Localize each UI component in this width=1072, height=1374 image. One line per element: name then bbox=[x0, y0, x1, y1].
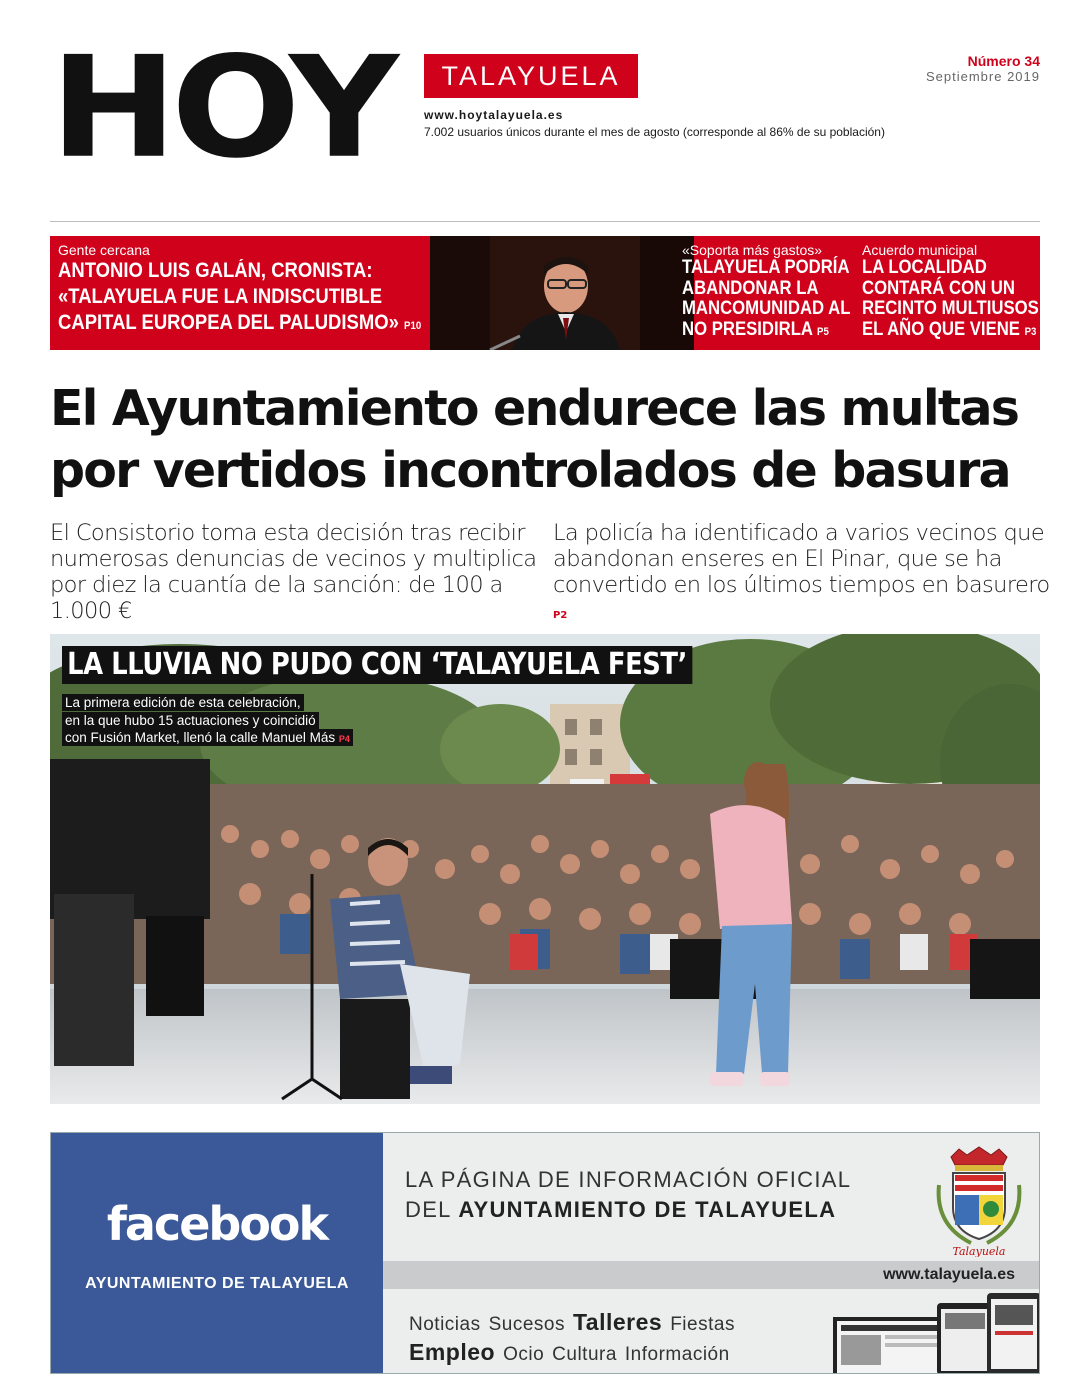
teaser-kicker: Acuerdo municipal bbox=[862, 242, 978, 258]
ad-title: LA PÁGINA DE INFORMACIÓN OFICIAL bbox=[405, 1167, 852, 1192]
teaser-headline: LA LOCALIDAD CONTARÁ CON UN RECINTO MULTIUSOS EL AÑO QUE VIENE P3 bbox=[862, 257, 1039, 340]
ad-topics-row-1: Noticias Sucesos Talleres Fiestas bbox=[409, 1309, 735, 1335]
feature-caption: La primera edición de esta celebración, en la que hubo 15 actuaciones y coincidió con Fusión Market, llenó la calle Manuel Más P4 bbox=[62, 694, 442, 749]
page-reference: P5 bbox=[817, 325, 829, 338]
main-headline[interactable]: El Ayuntamiento endurece las multas por vertidos incontrolados de basura bbox=[50, 380, 1019, 499]
facebook-panel bbox=[51, 1133, 383, 1374]
subhead-right: La policía ha identificado a varios vecinos que abandonan enseres en El Pinar, que se ha convertido en los últimos tiempos en basurero P2 bbox=[553, 520, 1050, 621]
issue-date: Septiembre 2019 bbox=[925, 69, 1040, 84]
teaser-kicker: Gente cercana bbox=[58, 242, 150, 258]
ad-title-second-line: DEL AYUNTAMIENTO DE TALAYUELA bbox=[405, 1197, 837, 1222]
ad-url[interactable]: www.talayuela.es bbox=[883, 1266, 1015, 1283]
teaser-kicker: «Soporta más gastos» bbox=[682, 242, 823, 258]
devices-illustration bbox=[833, 1283, 1040, 1374]
facebook-page-name: AYUNTAMIENTO DE TALAYUELA bbox=[85, 1275, 349, 1292]
ad-topics-row-2: Empleo Ocio Cultura Información bbox=[409, 1339, 730, 1365]
subhead-left: El Consistorio toma esta decisión tras recibir numerosas denuncias de vecinos y multiplica por diez la cuantía de la sanción: de 100 a 1.000 € bbox=[50, 520, 537, 624]
facebook-logo: facebook bbox=[106, 1197, 328, 1251]
facebook-advertisement[interactable] bbox=[50, 1132, 1040, 1374]
crest-label: Talayuela bbox=[952, 1245, 1006, 1257]
teaser-mancomunidad[interactable] bbox=[682, 236, 852, 350]
page-reference: P4 bbox=[338, 734, 350, 744]
teaser-recinto[interactable] bbox=[862, 236, 1040, 350]
edition-label: TALAYUELA bbox=[424, 54, 638, 98]
page-reference: P3 bbox=[1024, 325, 1037, 338]
page-reference: P10 bbox=[404, 320, 422, 332]
page-reference: P2 bbox=[553, 610, 568, 621]
talayuela-crest-icon bbox=[931, 1145, 1027, 1257]
teaser-band bbox=[50, 236, 1040, 350]
masthead-logo: HOY bbox=[50, 26, 394, 189]
site-url[interactable]: www.hoytalayuela.es bbox=[424, 108, 564, 122]
teaser-cronista[interactable] bbox=[58, 236, 428, 350]
feature-photo[interactable] bbox=[50, 634, 1040, 1104]
ad-info-panel bbox=[383, 1133, 1040, 1374]
teaser-headline: TALAYUELA PODRÍA ABANDONAR LA MANCOMUNIDAD AL NO PRESIDIRLA P5 bbox=[682, 257, 851, 340]
teaser-headline: ANTONIO LUIS GALÁN, CRONISTA: «TALAYUELA FUE LA INDISCUTIBLE CAPITAL EUROPEA DEL PALUDISMO» P10 bbox=[58, 259, 422, 334]
audience-stats: 7.002 usuarios únicos durante el mes de agosto (corresponde al 86% de su población) bbox=[424, 125, 885, 139]
header-divider bbox=[50, 221, 1040, 222]
feature-title: LA LLUVIA NO PUDO CON ‘TALAYUELA FEST’ bbox=[62, 646, 692, 684]
cronista-photo bbox=[430, 236, 694, 350]
issue-number: Número 34 bbox=[967, 53, 1040, 69]
